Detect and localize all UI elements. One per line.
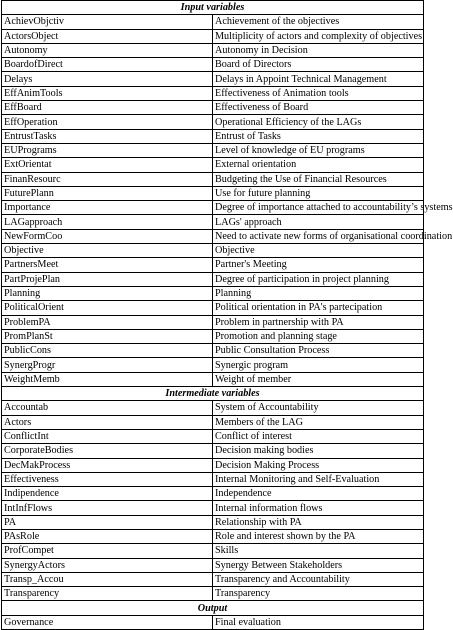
table-row: [2, 115, 424, 129]
variable-description-cell: Need to activate new forms of organisational coordination: [213, 229, 424, 243]
variable-description-cell: Degree of importance attached to accountability’s systems: [213, 201, 424, 215]
table-row: [2, 29, 424, 43]
variable-description-cell: Decision making bodies: [213, 444, 424, 458]
variable-code-cell: Indipendence: [2, 487, 213, 501]
variable-description-cell: Objective: [213, 244, 424, 258]
variable-description-cell: Multiplicity of actors and complexity of objectives: [213, 29, 424, 43]
variable-code-cell: WeightMemb: [2, 372, 213, 386]
section-header: Output: [2, 601, 424, 615]
variable-code-cell: EffOperation: [2, 115, 213, 129]
variable-code-cell: FuturePlann: [2, 186, 213, 200]
table-row: [2, 244, 424, 258]
variable-code-cell: BoardofDirect: [2, 58, 213, 72]
variable-code-cell: CorporateBodies: [2, 444, 213, 458]
variable-description-cell: Degree of participation in project planning: [213, 272, 424, 286]
section-header-row: [2, 1, 424, 15]
variable-code-cell: PartnersMeet: [2, 258, 213, 272]
table-row: [2, 172, 424, 186]
variable-code-cell: Accountab: [2, 401, 213, 415]
variable-description-cell: Effectiveness of Animation tools: [213, 86, 424, 100]
variable-code-cell: PublicCons: [2, 344, 213, 358]
variable-description-cell: External orientation: [213, 158, 424, 172]
section-header-row: [2, 601, 424, 615]
variable-code-cell: Objective: [2, 244, 213, 258]
variable-code-cell: Effectiveness: [2, 472, 213, 486]
variable-description-cell: Entrust of Tasks: [213, 129, 424, 143]
variable-description-cell: Internal Monitoring and Self-Evaluation: [213, 472, 424, 486]
table-row: [2, 129, 424, 143]
table-row: [2, 158, 424, 172]
variable-code-cell: PoliticalOrient: [2, 301, 213, 315]
table-row: [2, 329, 424, 343]
variable-description-cell: System of Accountability: [213, 401, 424, 415]
variable-code-cell: Governance: [2, 615, 213, 629]
variable-description-cell: Transparency and Accountability: [213, 572, 424, 586]
variable-description-cell: Conflict of interest: [213, 429, 424, 443]
table-row: [2, 43, 424, 57]
variable-code-cell: PartProjePlan: [2, 272, 213, 286]
variable-code-cell: Planning: [2, 286, 213, 300]
variable-code-cell: ProfCompet: [2, 544, 213, 558]
table-row: [2, 286, 424, 300]
variable-code-cell: ConflictInt: [2, 429, 213, 443]
table-row: [2, 429, 424, 443]
variable-description-cell: Delays in Appoint Technical Management: [213, 72, 424, 86]
variable-description-cell: Level of knowledge of EU programs: [213, 143, 424, 157]
table-row: [2, 15, 424, 29]
table-row: [2, 515, 424, 529]
table-row: [2, 143, 424, 157]
table-row: [2, 615, 424, 629]
variable-description-cell: Effectiveness of Board: [213, 101, 424, 115]
variable-code-cell: ExtOrientat: [2, 158, 213, 172]
section-header: Input variables: [2, 1, 424, 15]
variable-description-cell: Weight of member: [213, 372, 424, 386]
variable-description-cell: Board of Directors: [213, 58, 424, 72]
section-header: Intermediate variables: [2, 387, 424, 401]
variable-description-cell: Role and interest shown by the PA: [213, 529, 424, 543]
table-row: [2, 444, 424, 458]
table-row: [2, 72, 424, 86]
variable-code-cell: SynergyActors: [2, 558, 213, 572]
table-row: [2, 501, 424, 515]
variable-description-cell: Synergic program: [213, 358, 424, 372]
table-row: [2, 344, 424, 358]
variable-description-cell: Partner's Meeting: [213, 258, 424, 272]
variable-code-cell: SynergProgr: [2, 358, 213, 372]
table-row: [2, 86, 424, 100]
variable-code-cell: Importance: [2, 201, 213, 215]
table-row: [2, 529, 424, 543]
table-row: [2, 587, 424, 601]
table-row: [2, 272, 424, 286]
variable-description-cell: Autonomy in Decision: [213, 43, 424, 57]
variable-code-cell: Autonomy: [2, 43, 213, 57]
table-row: [2, 229, 424, 243]
section-header-row: [2, 387, 424, 401]
variable-description-cell: Decision Making Process: [213, 458, 424, 472]
table-row: [2, 544, 424, 558]
variable-description-cell: Budgeting the Use of Financial Resources: [213, 172, 424, 186]
variable-description-cell: Political orientation in PA's partecipation: [213, 301, 424, 315]
table-row: [2, 358, 424, 372]
table-row: [2, 558, 424, 572]
variable-code-cell: EUPrograms: [2, 143, 213, 157]
variables-table: [1, 0, 453, 630]
variable-description-cell: Transparency: [213, 587, 424, 601]
variable-description-cell: Planning: [213, 286, 424, 300]
table-row: [2, 401, 424, 415]
variable-code-cell: DecMakProcess: [2, 458, 213, 472]
variable-code-cell: ProblemPA: [2, 315, 213, 329]
variable-description-cell: Internal information flows: [213, 501, 424, 515]
table-row: [2, 186, 424, 200]
variable-code-cell: ActorsObject: [2, 29, 213, 43]
table-row: [2, 487, 424, 501]
table-row: [2, 101, 424, 115]
variable-description-cell: Promotion and planning stage: [213, 329, 424, 343]
variable-code-cell: EffBoard: [2, 101, 213, 115]
variable-code-cell: Transparency: [2, 587, 213, 601]
table-row: [2, 315, 424, 329]
variable-description-cell: Use for future planning: [213, 186, 424, 200]
table-row: [2, 215, 424, 229]
variable-description-cell: LAGs' approach: [213, 215, 424, 229]
variable-code-cell: PAsRole: [2, 529, 213, 543]
variable-code-cell: Transp_Accou: [2, 572, 213, 586]
variable-code-cell: Delays: [2, 72, 213, 86]
variable-code-cell: EffAnimTools: [2, 86, 213, 100]
variable-code-cell: IntInfFlows: [2, 501, 213, 515]
table-row: [2, 58, 424, 72]
variable-description-cell: Members of the LAG: [213, 415, 424, 429]
variable-description-cell: Public Consultation Process: [213, 344, 424, 358]
table-row: [2, 572, 424, 586]
variable-code-cell: FinanResourc: [2, 172, 213, 186]
table-row: [2, 415, 424, 429]
variable-code-cell: EntrustTasks: [2, 129, 213, 143]
variable-code-cell: PromPlanSt: [2, 329, 213, 343]
variable-description-cell: Skills: [213, 544, 424, 558]
variable-description-cell: Problem in partnership with PA: [213, 315, 424, 329]
variable-description-cell: Final evaluation: [213, 615, 424, 629]
table-row: [2, 372, 424, 386]
table-row: [2, 472, 424, 486]
variable-code-cell: AchievObjctiv: [2, 15, 213, 29]
variable-code-cell: PA: [2, 515, 213, 529]
variable-code-cell: Actors: [2, 415, 213, 429]
variable-description-cell: Independence: [213, 487, 424, 501]
variable-description-cell: Operational Efficiency of the LAGs: [213, 115, 424, 129]
table-row: [2, 258, 424, 272]
variable-description-cell: Relationship with PA: [213, 515, 424, 529]
variables-table-body: [2, 1, 453, 630]
variable-description-cell: Achievement of the objectives: [213, 15, 424, 29]
variable-code-cell: NewFormCoo: [2, 229, 213, 243]
variable-description-cell: Synergy Between Stakeholders: [213, 558, 424, 572]
variable-code-cell: LAGapproach: [2, 215, 213, 229]
table-row: [2, 458, 424, 472]
table-row: [2, 301, 424, 315]
table-row: [2, 201, 424, 215]
